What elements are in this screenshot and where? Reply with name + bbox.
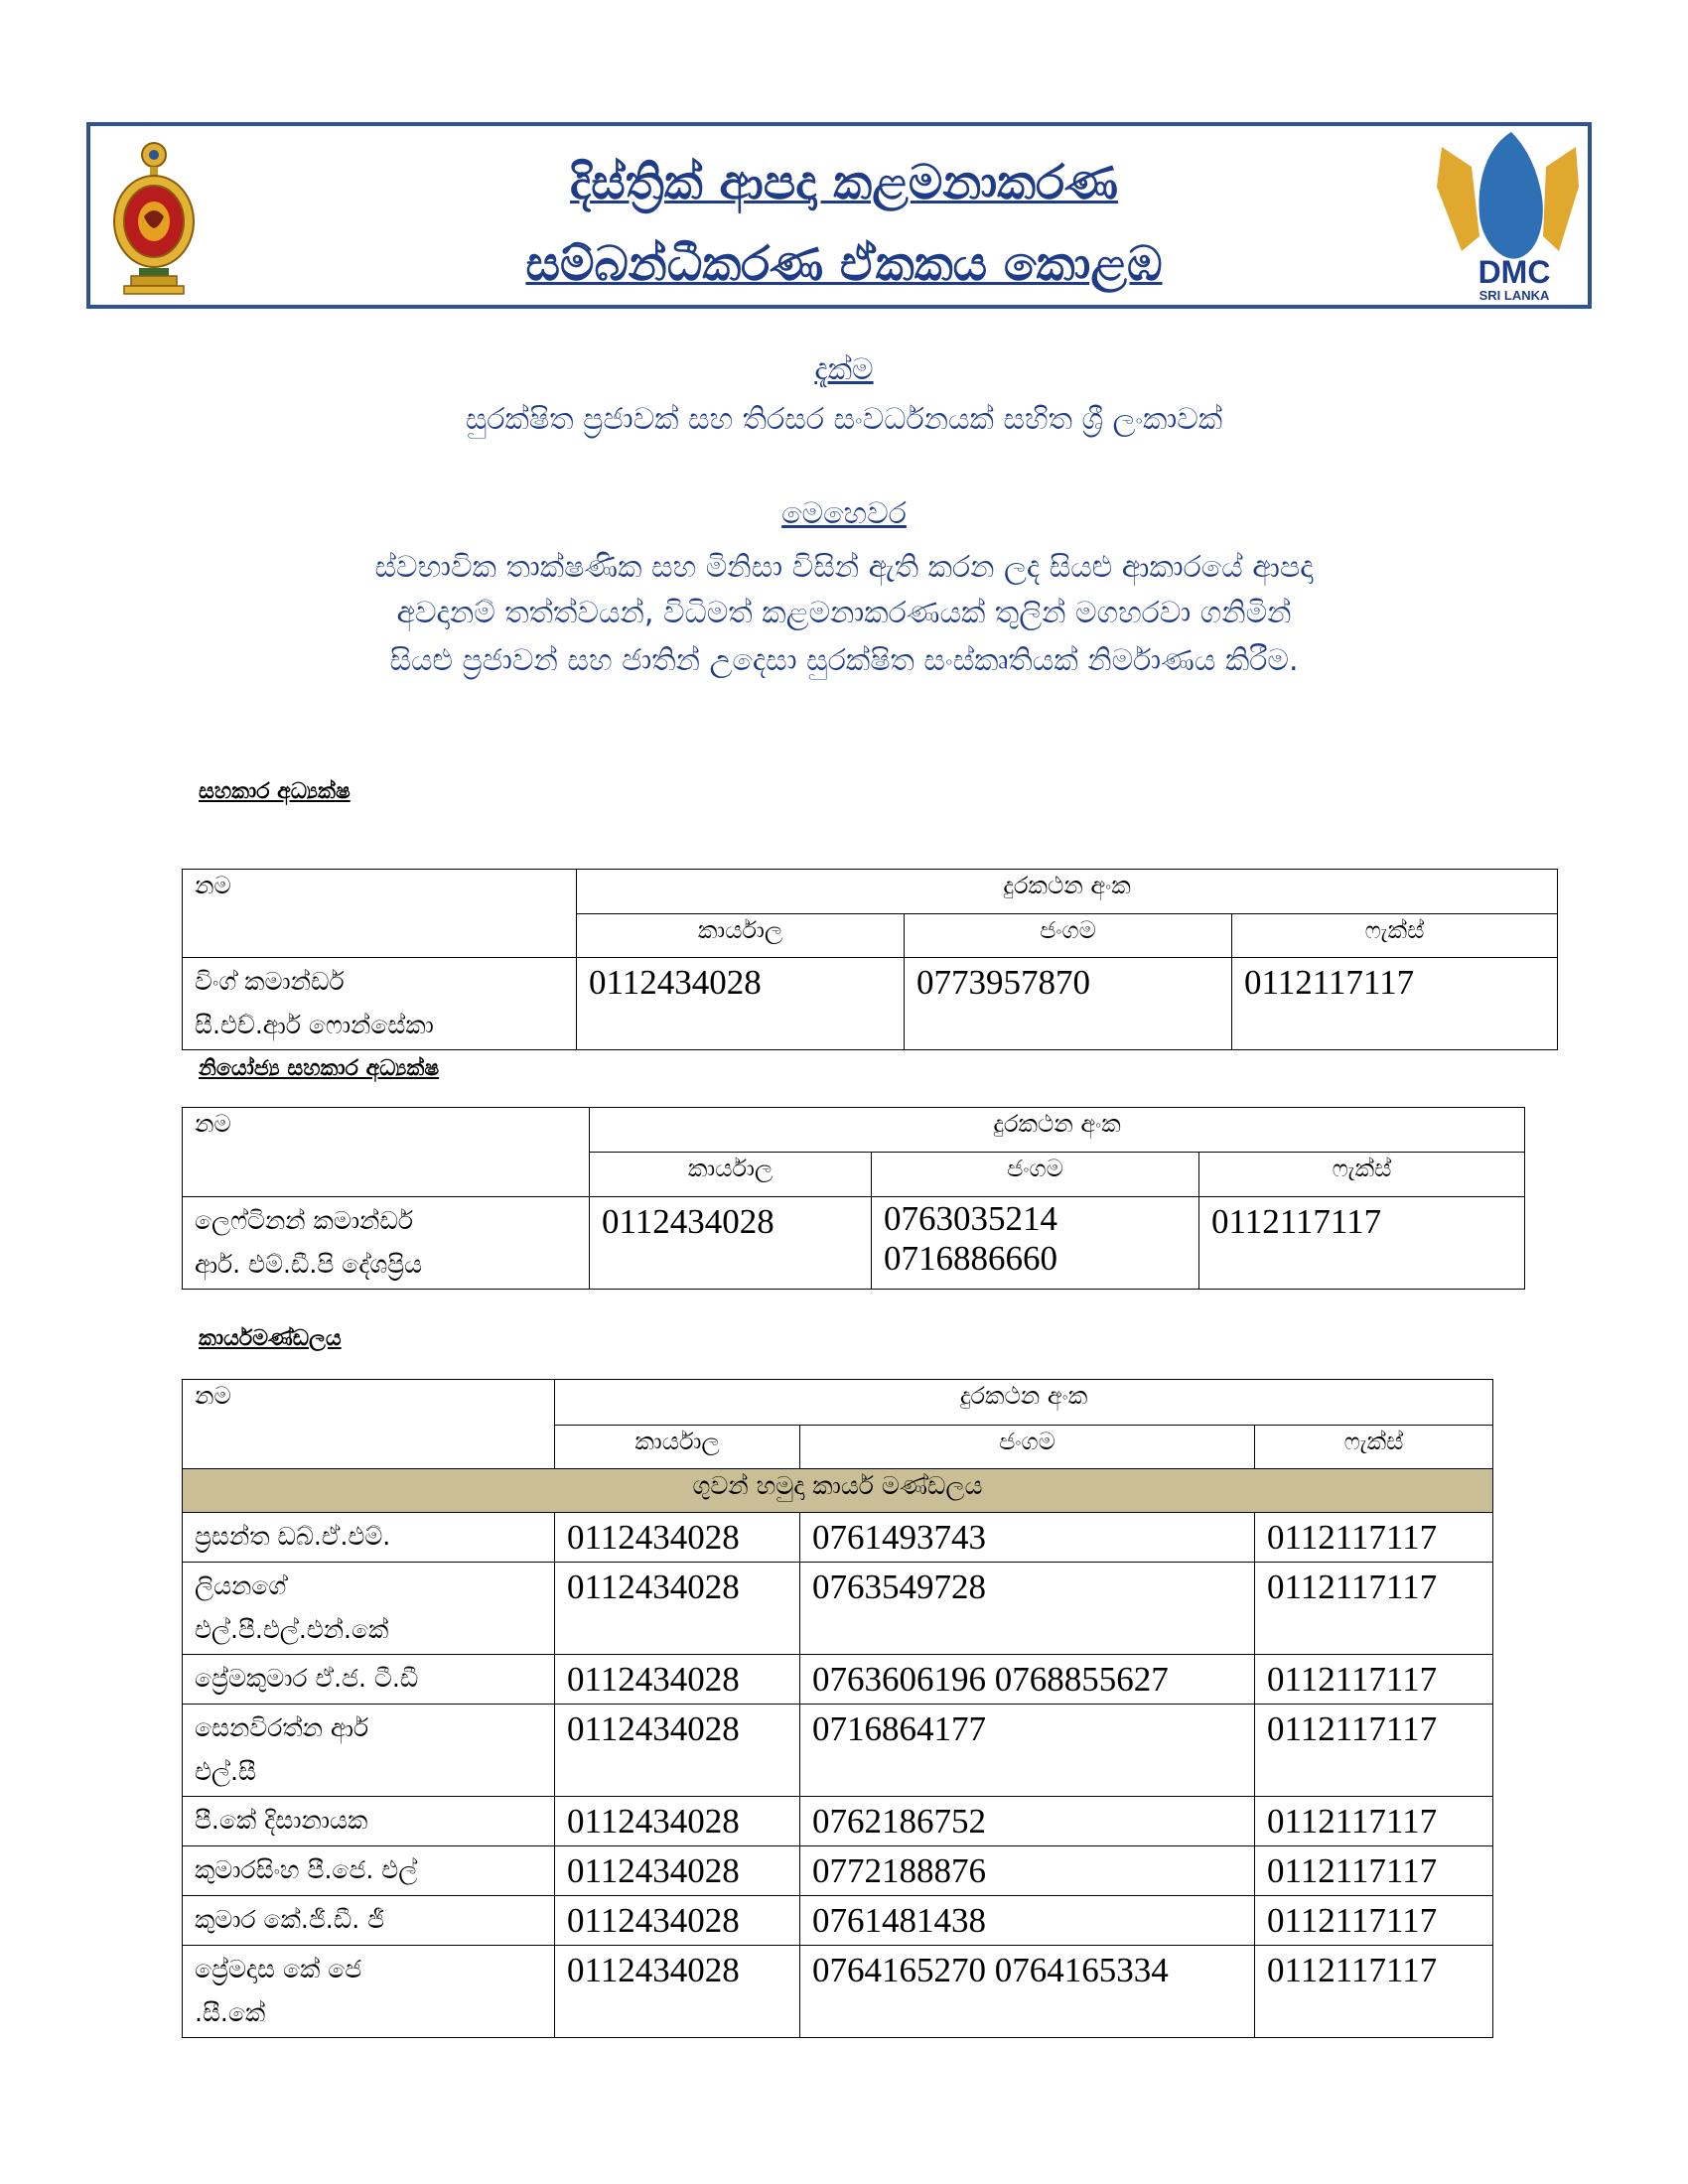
office-header: කාර්යාල xyxy=(590,1153,872,1197)
name-line: ප්‍රේමකුමාර ඒ.ජ. ටී.ඩී xyxy=(195,1664,419,1693)
office-cell: 0112434028 xyxy=(555,1655,800,1705)
name-line: ප්‍රේමදාස කේ ජෙ xyxy=(195,1955,362,1983)
name-cell xyxy=(183,1946,555,2038)
name-header: නම xyxy=(183,870,577,958)
office-cell: 0112434028 xyxy=(555,1896,800,1946)
table-row xyxy=(183,958,1558,1050)
office-cell: 0112434028 xyxy=(555,1946,800,2038)
header-title-line1: දිස්ත්‍රික් ආපදා කළමනාකරණ xyxy=(569,155,1118,210)
mobile-cell: 0761481438 xyxy=(800,1896,1255,1946)
mobile-cell xyxy=(905,958,1232,1050)
name-cell xyxy=(183,958,577,1050)
fax-cell: 0112117117 xyxy=(1255,1655,1493,1705)
office-cell: 0112434028 xyxy=(555,1797,800,1846)
mobile-cell: 0762186752 xyxy=(800,1797,1255,1846)
fax-cell: 0112117117 xyxy=(1255,1563,1493,1655)
name-line: කුමාරසිංහ පී.ජෙ. එල් xyxy=(195,1855,418,1884)
office-cell: 0112434028 xyxy=(555,1846,800,1896)
mobile-number: 0773957870 xyxy=(916,963,1090,1002)
name-line: ආර්. එම්.ඩී.පි දේශප්‍රිය xyxy=(195,1250,423,1279)
fax-cell: 0112117117 xyxy=(1232,958,1558,1050)
dmc-logo-subtext: SRI LANKA xyxy=(1478,288,1550,303)
table-row xyxy=(183,1797,1493,1846)
phone-numbers-header: දුරකථන අංක xyxy=(590,1108,1525,1153)
mobile-number: 0716886660 xyxy=(884,1239,1057,1278)
name-cell xyxy=(183,1655,555,1705)
fax-cell: 0112117117 xyxy=(1255,1705,1493,1797)
table-row xyxy=(183,1655,1493,1705)
name-line: ප්‍රසන්ත ඩබ්.ඒ.එම්. xyxy=(195,1522,391,1551)
fax-header: ෆැක්ස් xyxy=(1199,1153,1525,1197)
fax-cell: 0112117117 xyxy=(1255,1797,1493,1846)
section-title-staff: කාර්යමණ්ඩලය xyxy=(199,1326,342,1351)
table-row xyxy=(183,1946,1493,2038)
deputy-assistant-director-table xyxy=(182,1107,1525,1290)
name-cell xyxy=(183,1705,555,1797)
section-title-assistant-director: සහකාර අධ්‍යක්ෂ xyxy=(199,779,351,804)
office-cell: 0112434028 xyxy=(590,1197,872,1290)
mobile-header: ජංගම xyxy=(905,914,1232,958)
mobile-cell: 0772188876 xyxy=(800,1846,1255,1896)
fax-header: ෆැක්ස් xyxy=(1232,914,1558,958)
staff-table xyxy=(182,1379,1493,2038)
office-header: කාර්යාල xyxy=(577,914,905,958)
office-cell: 0112434028 xyxy=(555,1513,800,1563)
name-cell xyxy=(183,1896,555,1946)
mission-heading: මෙහෙවර xyxy=(781,496,907,531)
mission-line: අවදානම් තත්ත්වයන්, විධිමත් කළමනාකරණයක් තුලින් මගහරවා ගනිමින් xyxy=(396,596,1292,630)
fax-cell: 0112117117 xyxy=(1199,1197,1525,1290)
vision-heading: දැක්ම xyxy=(814,352,874,387)
table-row xyxy=(183,1563,1493,1655)
group-header-air-force-staff: ගුවන් හමුදා කාර්ය මණ්ඩලය xyxy=(183,1469,1493,1513)
mobile-cell: 0763549728 xyxy=(800,1563,1255,1655)
name-line: සී.එච්.ආර් ෆොන්සේකා xyxy=(195,1011,434,1039)
mobile-cell: 0716864177 xyxy=(800,1705,1255,1797)
fax-cell: 0112117117 xyxy=(1255,1846,1493,1896)
mobile-cell: 0761493743 xyxy=(800,1513,1255,1563)
header-title-line2: සම්බන්ධීකරණ ඒකකය කොළඹ xyxy=(525,236,1163,292)
name-cell xyxy=(183,1563,555,1655)
name-line: විංග් කමාන්ඩර් xyxy=(195,967,345,996)
name-line: පී.කේ දිසානායක xyxy=(195,1806,368,1835)
name-cell xyxy=(183,1197,590,1290)
mobile-cell xyxy=(872,1197,1199,1290)
table-row xyxy=(183,1896,1493,1946)
sri-lanka-emblem-icon xyxy=(109,137,199,296)
table-row xyxy=(183,1705,1493,1797)
mobile-header: ජංගම xyxy=(800,1426,1255,1469)
fax-cell: 0112117117 xyxy=(1255,1513,1493,1563)
name-line: එල්.පී.එල්.එන්.කේ xyxy=(195,1615,389,1644)
vision-text: සුරක්ෂිත ප්‍රජාවක් සහ තිරසර සංවර්ධනයක් සහිත ශ්‍රී ලංකාවක් xyxy=(465,402,1223,437)
table-row xyxy=(183,1197,1525,1290)
name-line: ලියනගේ xyxy=(195,1571,287,1600)
office-header: කාර්යාල xyxy=(555,1426,800,1469)
mobile-cell: 0763606196 0768855627 xyxy=(800,1655,1255,1705)
mobile-header: ජංගම xyxy=(872,1153,1199,1197)
name-header: නම xyxy=(183,1380,555,1469)
fax-cell: 0112117117 xyxy=(1255,1946,1493,2038)
phone-numbers-header: දුරකථන අංක xyxy=(555,1380,1493,1426)
phone-numbers-header: දුරකථන අංක xyxy=(577,870,1558,914)
mobile-number: 0763035214 xyxy=(884,1199,1057,1238)
office-cell: 0112434028 xyxy=(555,1563,800,1655)
table-row xyxy=(183,1513,1493,1563)
name-line: ලෙෆ්ටිනන් කමාන්ඩර් xyxy=(195,1206,413,1235)
fax-header: ෆැක්ස් xyxy=(1255,1426,1493,1469)
name-cell xyxy=(183,1513,555,1563)
mobile-cell: 0764165270 0764165334 xyxy=(800,1946,1255,2038)
name-cell xyxy=(183,1797,555,1846)
name-line: සෙනවිරත්න ආර් xyxy=(195,1713,369,1742)
dmc-logo xyxy=(1432,127,1581,306)
fax-cell: 0112117117 xyxy=(1255,1896,1493,1946)
dmc-logo-text: DMC xyxy=(1477,254,1551,290)
mission-line: සියළු ප්‍රජාවන් සහ ජාතින් උදෙසා සුරක්ෂිත සංස්කෘතියක් නිර්මාණය කිරීම. xyxy=(389,643,1299,678)
name-cell xyxy=(183,1846,555,1896)
name-line: එල්.සී xyxy=(195,1757,256,1786)
table-row xyxy=(183,1846,1493,1896)
name-line: .සී.කේ xyxy=(195,1998,266,2027)
section-title-deputy-assistant-director: නියෝජ්‍ය සහකාර අධ්‍යක්ෂ xyxy=(199,1056,440,1081)
name-header: නම xyxy=(183,1108,590,1197)
assistant-director-table xyxy=(182,869,1558,1050)
office-cell: 0112434028 xyxy=(555,1705,800,1797)
name-line: කුමාර කේ.ජී.ඩී. ජී xyxy=(195,1905,385,1934)
office-cell: 0112434028 xyxy=(577,958,905,1050)
mission-line: ස්වභාවික තාක්ෂණික සහ මිනිසා විසින් ඇති කරන ලද සියළු ආකාරයේ ආපදා xyxy=(374,550,1314,585)
